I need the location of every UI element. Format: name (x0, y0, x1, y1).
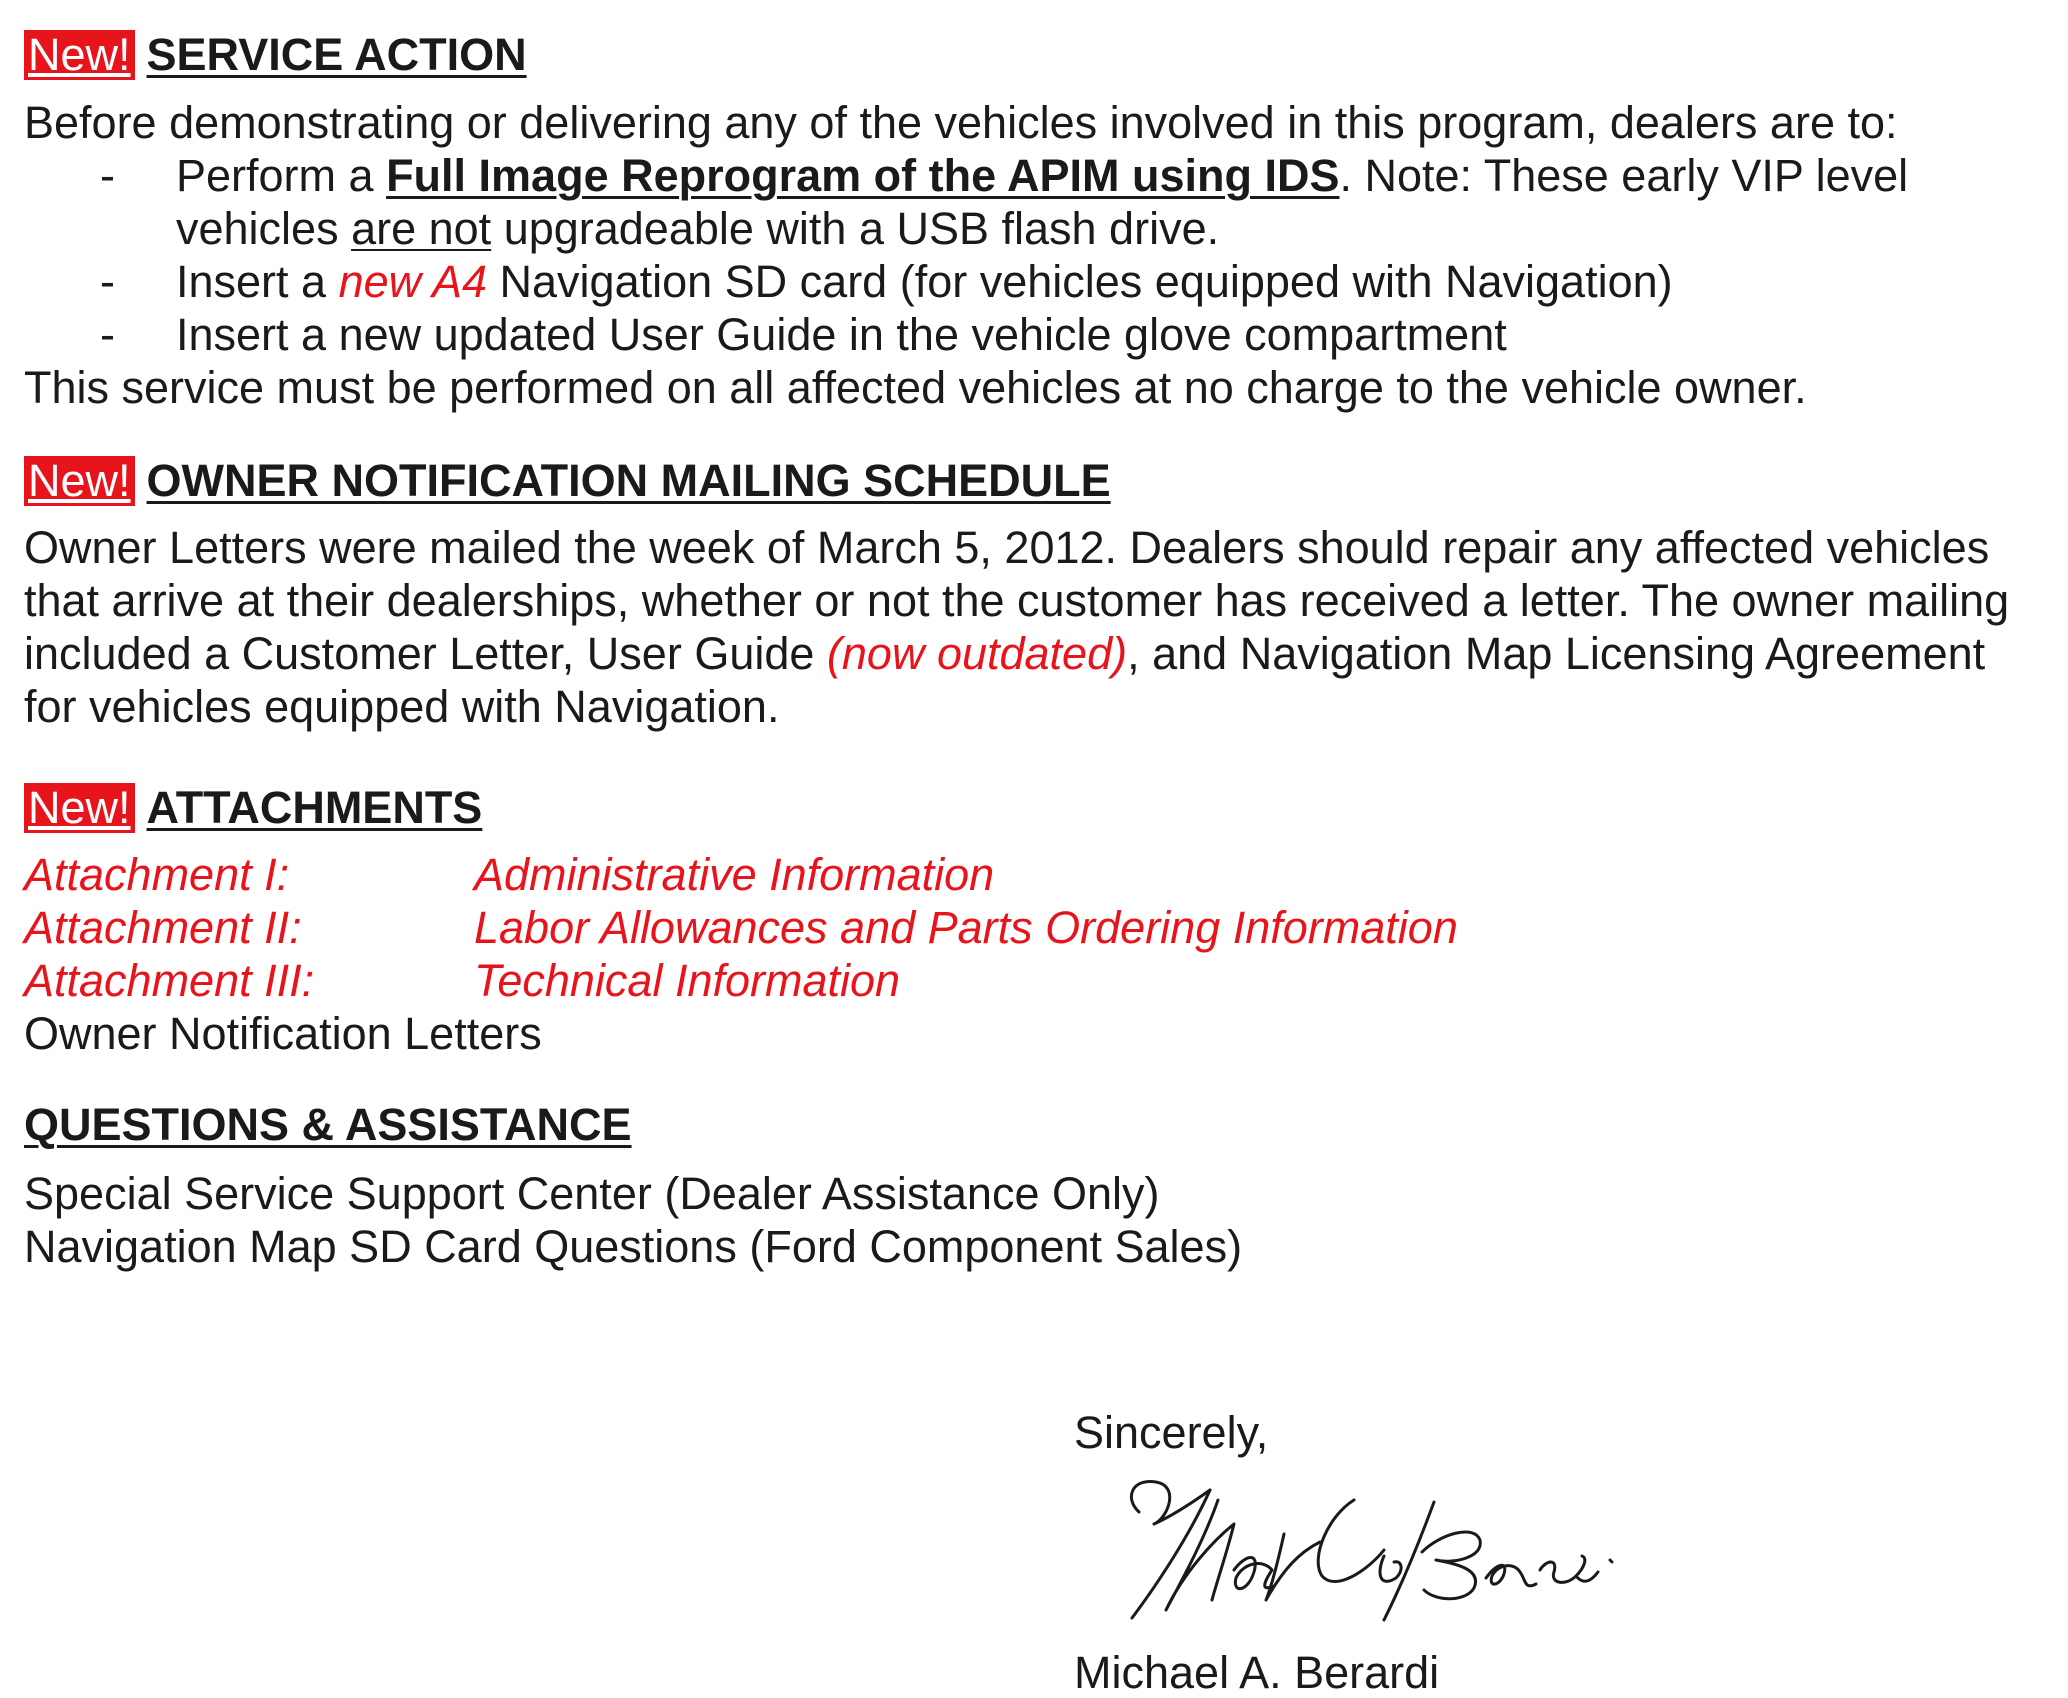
emphasis-underline: are not (351, 203, 492, 254)
emphasis-red: (now outdated) (826, 628, 1128, 679)
attachment-link[interactable]: Labor Allowances and Parts Ordering Information (474, 902, 1458, 953)
bullet-2: Insert a new A4 Navigation SD card (for vehicles equipped with Navigation) (176, 256, 1673, 307)
new-badge: New! (24, 783, 135, 833)
owner-notification-line-2: that arrive at their dealerships, whether or not the customer has received a letter. The owner mailing (24, 575, 2010, 626)
bullet-3: Insert a new updated User Guide in the vehicle glove compartment (176, 309, 1507, 360)
new-badge: New! (24, 30, 135, 80)
attachment-label: Attachment II: (24, 902, 302, 953)
section-heading: SERVICE ACTION (146, 29, 527, 80)
section-heading: ATTACHMENTS (146, 782, 483, 833)
attachment-link[interactable]: Technical Information (474, 955, 901, 1006)
bullet-dash: - (100, 150, 115, 201)
attachment-label: Attachment III: (24, 955, 315, 1006)
service-action-heading-row (24, 30, 527, 80)
closing-salutation: Sincerely, (1074, 1407, 1269, 1458)
attachment-label: Attachment I: (24, 849, 290, 900)
service-action-closing: This service must be performed on all affected vehicles at no charge to the vehicle owner. (24, 362, 1807, 413)
emphasis-red: new A4 (338, 256, 488, 307)
owner-notification-line-4: for vehicles equipped with Navigation. (24, 681, 780, 732)
questions-line-1: Special Service Support Center (Dealer Assistance Only) (24, 1168, 1160, 1219)
owner-notification-line-3: included a Customer Letter, User Guide (now outdated), and Navigation Map Licensing Agreement (24, 628, 1986, 679)
signature-image (1084, 1460, 1624, 1630)
bullet-dash: - (100, 309, 115, 360)
attachments-extra: Owner Notification Letters (24, 1008, 542, 1059)
service-action-intro: Before demonstrating or delivering any of the vehicles involved in this program, dealers are to: (24, 97, 1898, 148)
owner-notification-line-1: Owner Letters were mailed the week of March 5, 2012. Dealers should repair any affected vehicles (24, 522, 1990, 573)
questions-heading: QUESTIONS & ASSISTANCE (24, 1099, 632, 1150)
signer-name: Michael A. Berardi (1074, 1647, 1440, 1698)
section-heading: OWNER NOTIFICATION MAILING SCHEDULE (146, 455, 1111, 506)
emphasis-bold: Full Image Reprogram of the APIM using IDS (386, 150, 1340, 201)
attachments-heading-row (24, 783, 482, 833)
new-badge: New! (24, 456, 135, 506)
owner-notification-heading-row (24, 456, 1111, 506)
bullet-dash: - (100, 256, 115, 307)
bullet-1-line-2: vehicles are not upgradeable with a USB flash drive. (176, 203, 1220, 254)
attachment-link[interactable]: Administrative Information (474, 849, 995, 900)
questions-line-2: Navigation Map SD Card Questions (Ford Component Sales) (24, 1221, 1243, 1272)
bullet-1-line-1: Perform a Full Image Reprogram of the APIM using IDS. Note: These early VIP level (176, 150, 1909, 201)
